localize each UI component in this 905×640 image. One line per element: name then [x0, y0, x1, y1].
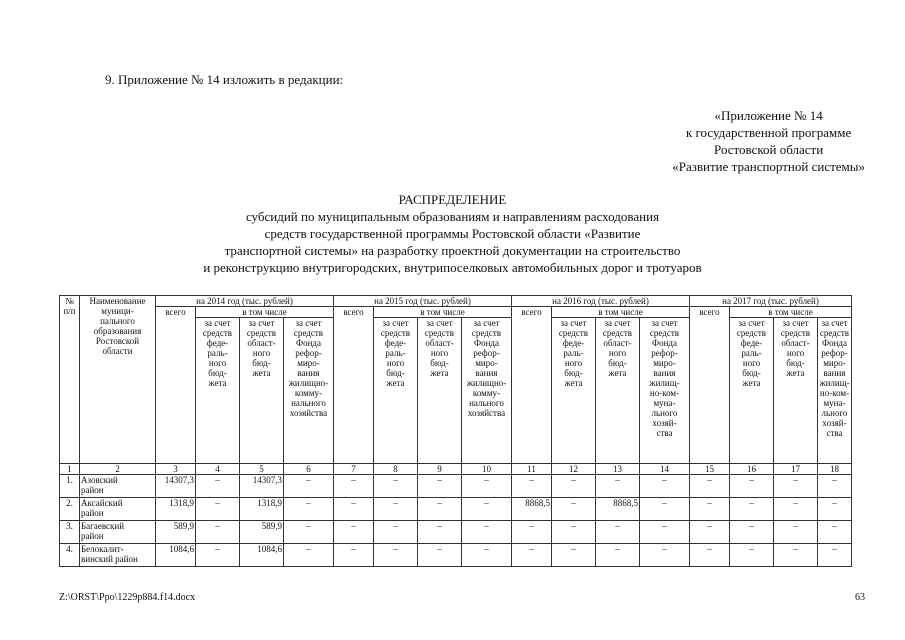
table-cell: –	[690, 544, 730, 567]
title-line: и реконструкцию внутригородских, внутрипоселковых автомобильных дорог и тротуаров	[203, 260, 702, 275]
table-cell: –	[640, 521, 690, 544]
table-cell: –	[818, 475, 852, 498]
table-cell: –	[196, 475, 240, 498]
table-cell: –	[462, 521, 512, 544]
row-number: 1.	[60, 475, 80, 498]
table-cell: –	[552, 498, 596, 521]
table-cell: 589,9	[156, 521, 196, 544]
municipality-name: Багаевский район	[80, 521, 156, 544]
header-total: всего	[512, 307, 552, 464]
column-number: 14	[640, 464, 690, 475]
appendix-line: Ростовской области	[714, 142, 824, 157]
header-incl: в том числе	[374, 307, 512, 318]
header-federal: за счет средств феде- раль- ного бюд- жета	[730, 318, 774, 464]
table-cell: –	[596, 544, 640, 567]
table-cell: –	[374, 475, 418, 498]
table-cell: –	[462, 544, 512, 567]
table-cell: 1084,6	[240, 544, 284, 567]
header-total: всего	[690, 307, 730, 464]
table-row	[60, 544, 852, 567]
table-row	[60, 521, 852, 544]
table-cell: –	[334, 544, 374, 567]
footer-path: Z:\ORST\Ppo\1229p884.f14.docx	[59, 592, 196, 603]
table-cell: 1318,9	[156, 498, 196, 521]
table-cell: –	[462, 475, 512, 498]
table-cell: –	[512, 544, 552, 567]
table-cell: 8868,5	[596, 498, 640, 521]
header-year-2014: на 2014 год (тыс. рублей)	[156, 296, 334, 307]
header-fund: за счет средств Фонда рефор- миро- вания жилищ- но-ком- муна- льного хозяй- ства	[818, 318, 852, 464]
table-row	[60, 498, 852, 521]
title-heading: РАСПРЕДЕЛЕНИЕ	[398, 192, 507, 207]
table-cell: –	[196, 498, 240, 521]
table-cell: –	[690, 475, 730, 498]
table-cell: –	[730, 544, 774, 567]
table-cell: –	[418, 521, 462, 544]
table-cell: –	[284, 475, 334, 498]
title-line: транспортной системы» на разработку проектной документации на строительство	[224, 243, 681, 258]
table-cell: –	[730, 521, 774, 544]
header-total: всего	[334, 307, 374, 464]
table-cell: –	[374, 498, 418, 521]
document-title	[0, 191, 905, 276]
table-cell: –	[284, 498, 334, 521]
table-cell: 8868,5	[512, 498, 552, 521]
column-number: 13	[596, 464, 640, 475]
column-number: 15	[690, 464, 730, 475]
table-cell: –	[552, 544, 596, 567]
distribution-table	[59, 295, 852, 567]
table-cell: –	[596, 475, 640, 498]
column-number: 5	[240, 464, 284, 475]
page-number: 63	[855, 592, 865, 603]
column-number: 7	[334, 464, 374, 475]
table-cell: –	[818, 498, 852, 521]
header-federal: за счет средств феде- раль- ного бюд- жета	[374, 318, 418, 464]
municipality-name: Белокалит- винский район	[80, 544, 156, 567]
table-cell: –	[774, 521, 818, 544]
column-number: 8	[374, 464, 418, 475]
table-cell: –	[552, 475, 596, 498]
table-cell: –	[640, 498, 690, 521]
column-number: 12	[552, 464, 596, 475]
table-cell: –	[640, 475, 690, 498]
table-cell: 1318,9	[240, 498, 284, 521]
header-regional: за счет средств област- ного бюд- жета	[240, 318, 284, 464]
table-cell: –	[418, 544, 462, 567]
table-cell: –	[374, 544, 418, 567]
row-number: 4.	[60, 544, 80, 567]
table-cell: –	[284, 521, 334, 544]
column-number: 1	[60, 464, 80, 475]
table-row	[60, 475, 852, 498]
table-cell: –	[418, 475, 462, 498]
table-cell: –	[690, 498, 730, 521]
table-cell: –	[774, 475, 818, 498]
table-cell: –	[334, 521, 374, 544]
table-cell: –	[818, 544, 852, 567]
table-cell: –	[730, 498, 774, 521]
header-year-2015: на 2015 год (тыс. рублей)	[334, 296, 512, 307]
header-regional: за счет средств област- ного бюд- жета	[774, 318, 818, 464]
table-cell: –	[374, 521, 418, 544]
header-name: Наименование муници- пального образования Ростовской области	[80, 296, 156, 464]
header-incl: в том числе	[730, 307, 852, 318]
column-number: 17	[774, 464, 818, 475]
intro-text: 9. Приложение № 14 изложить в редакции:	[105, 72, 344, 87]
appendix-line: «Развитие транспортной системы»	[672, 159, 865, 174]
header-total: всего	[156, 307, 196, 464]
column-number: 9	[418, 464, 462, 475]
column-number-row	[60, 464, 852, 475]
header-regional: за счет средств област- ного бюд- жета	[596, 318, 640, 464]
table-cell: 14307,3	[240, 475, 284, 498]
column-number: 4	[196, 464, 240, 475]
appendix-line: «Приложение № 14	[714, 108, 823, 123]
table-cell: –	[690, 521, 730, 544]
appendix-line: к государственной программе	[685, 125, 852, 140]
table-cell: –	[596, 521, 640, 544]
table-cell: 1084,6	[156, 544, 196, 567]
header-regional: за счет средств област- ного бюд- жета	[418, 318, 462, 464]
table-cell: –	[730, 475, 774, 498]
table-cell: –	[196, 521, 240, 544]
header-fund: за счет средств Фонда рефор- миро- вания жилищно- комму- нального хозяйства	[284, 318, 334, 464]
header-fund: за счет средств Фонда рефор- миро- вания жилищно- комму- нального хозяйства	[462, 318, 512, 464]
column-number: 11	[512, 464, 552, 475]
table-cell: –	[462, 498, 512, 521]
table-cell: –	[284, 544, 334, 567]
header-year-2017: на 2017 год (тыс. рублей)	[690, 296, 852, 307]
table-cell: –	[818, 521, 852, 544]
table-cell: –	[512, 521, 552, 544]
table-cell: –	[640, 544, 690, 567]
table-cell: –	[334, 498, 374, 521]
title-line: субсидий по муниципальным образованиям и направлениям расходования	[245, 209, 660, 224]
header-federal: за счет средств феде- раль- ного бюд- жета	[196, 318, 240, 464]
header-fund: за счет средств Фонда рефор- миро- вания жилищ- но-ком- муна- льного хозяй- ства	[640, 318, 690, 464]
column-number: 3	[156, 464, 196, 475]
table-cell: 589,9	[240, 521, 284, 544]
municipality-name: Аксайский район	[80, 498, 156, 521]
appendix-header	[672, 107, 865, 175]
header-federal: за счет средств феде- раль- ного бюд- жета	[552, 318, 596, 464]
header-num: № п/п	[60, 296, 80, 464]
column-number: 16	[730, 464, 774, 475]
table-cell: –	[334, 475, 374, 498]
row-number: 2.	[60, 498, 80, 521]
table-cell: –	[196, 544, 240, 567]
table-cell: –	[552, 521, 596, 544]
header-incl: в том числе	[552, 307, 690, 318]
table-cell: –	[418, 498, 462, 521]
column-number: 18	[818, 464, 852, 475]
column-number: 2	[80, 464, 156, 475]
table-cell: –	[512, 475, 552, 498]
table-cell: –	[774, 498, 818, 521]
column-number: 10	[462, 464, 512, 475]
header-year-2016: на 2016 год (тыс. рублей)	[512, 296, 690, 307]
column-number: 6	[284, 464, 334, 475]
table-cell: –	[774, 544, 818, 567]
municipality-name: Азовский район	[80, 475, 156, 498]
header-incl: в том числе	[196, 307, 334, 318]
title-line: средств государственной программы Ростовской области «Развитие	[264, 226, 641, 241]
table-cell: 14307,3	[156, 475, 196, 498]
row-number: 3.	[60, 521, 80, 544]
